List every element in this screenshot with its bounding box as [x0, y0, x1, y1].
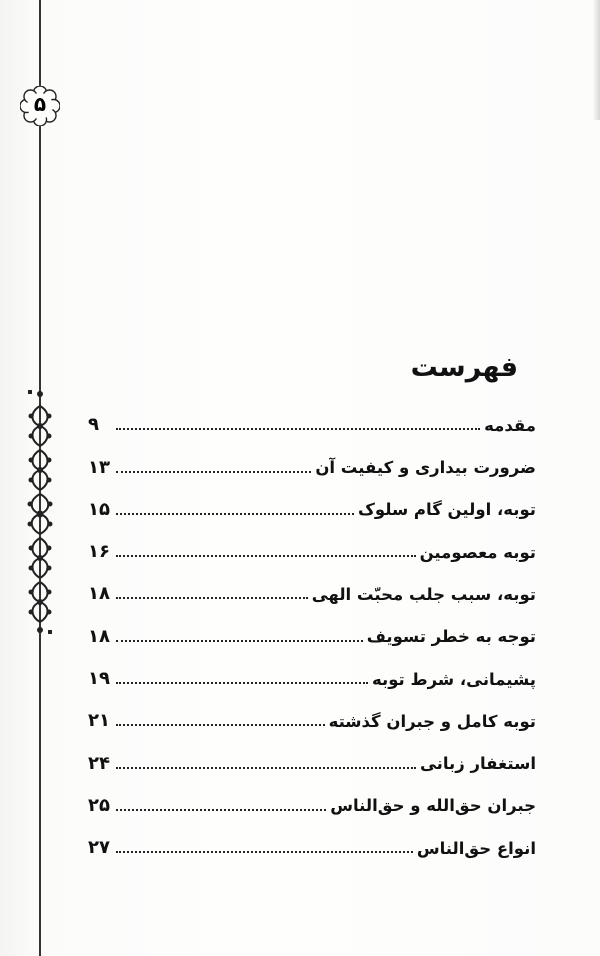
toc-entry[interactable]	[88, 437, 536, 479]
toc-entry[interactable]	[88, 733, 536, 775]
floral-ornament-icon	[26, 388, 54, 636]
toc-entry-label: پشیمانی، شرط توبه	[372, 669, 536, 689]
dot-leader	[116, 597, 308, 599]
dot-leader	[116, 682, 368, 684]
toc-entry-page: ۱۸	[88, 625, 110, 647]
toc-entry-label: توبه، سبب جلب محبّت الهی	[311, 584, 536, 604]
page-number-badge	[20, 86, 60, 126]
toc-entry[interactable]	[88, 649, 536, 691]
toc-entry-page: ۱۶	[88, 541, 110, 563]
toc-entry-page: ۱۳	[88, 456, 110, 478]
toc-entry-label: توبه، اولین گام سلوک	[357, 500, 536, 520]
toc-entry-label: مقدمه	[484, 415, 536, 435]
toc-entry-label: ضرورت بیداری و کیفیت آن	[315, 458, 536, 478]
dot-leader	[116, 513, 354, 515]
toc-entry-label: توبه کامل و جبران گذشته	[328, 711, 536, 731]
toc-entry-label: توجه به خطر تسویف	[366, 627, 536, 647]
toc-entry[interactable]	[88, 395, 536, 437]
dot-leader	[116, 851, 413, 853]
dot-leader	[116, 640, 363, 642]
dot-leader	[116, 724, 325, 726]
dot-leader	[116, 809, 326, 811]
toc-entry-page: ۲۴	[88, 752, 110, 774]
toc-entry-page: ۱۸	[88, 583, 110, 605]
toc-entry[interactable]	[88, 691, 536, 733]
dot-leader	[116, 767, 416, 769]
toc-entry-label: انواع حق‌الناس	[416, 838, 536, 858]
toc-entry[interactable]	[88, 818, 536, 860]
toc-entry-page: ۲۱	[88, 710, 110, 732]
toc-entry-label: استغفار زبانی	[419, 754, 536, 774]
dot-leader	[116, 471, 311, 473]
toc-entry[interactable]	[88, 522, 536, 564]
toc-entry-page: ۹	[88, 414, 99, 436]
table-of-contents	[88, 395, 536, 860]
dot-leader	[116, 555, 416, 557]
toc-entry[interactable]	[88, 776, 536, 818]
toc-entry[interactable]	[88, 606, 536, 648]
toc-entry-page: ۱۵	[88, 498, 110, 520]
toc-entry-label: جبران حق‌الله و حق‌الناس	[330, 796, 536, 816]
toc-entry-page: ۱۹	[88, 668, 110, 690]
toc-entry-page: ۲۵	[88, 794, 110, 816]
page-edge-shadow	[592, 0, 600, 120]
toc-entry-label: توبه معصومین	[419, 542, 536, 562]
toc-entry[interactable]	[88, 564, 536, 606]
toc-entry-page: ۲۷	[88, 837, 110, 859]
toc-title: فهرست	[410, 352, 518, 383]
toc-entry[interactable]	[88, 480, 536, 522]
dot-leader	[116, 428, 480, 430]
page-number: ۵	[33, 92, 47, 116]
